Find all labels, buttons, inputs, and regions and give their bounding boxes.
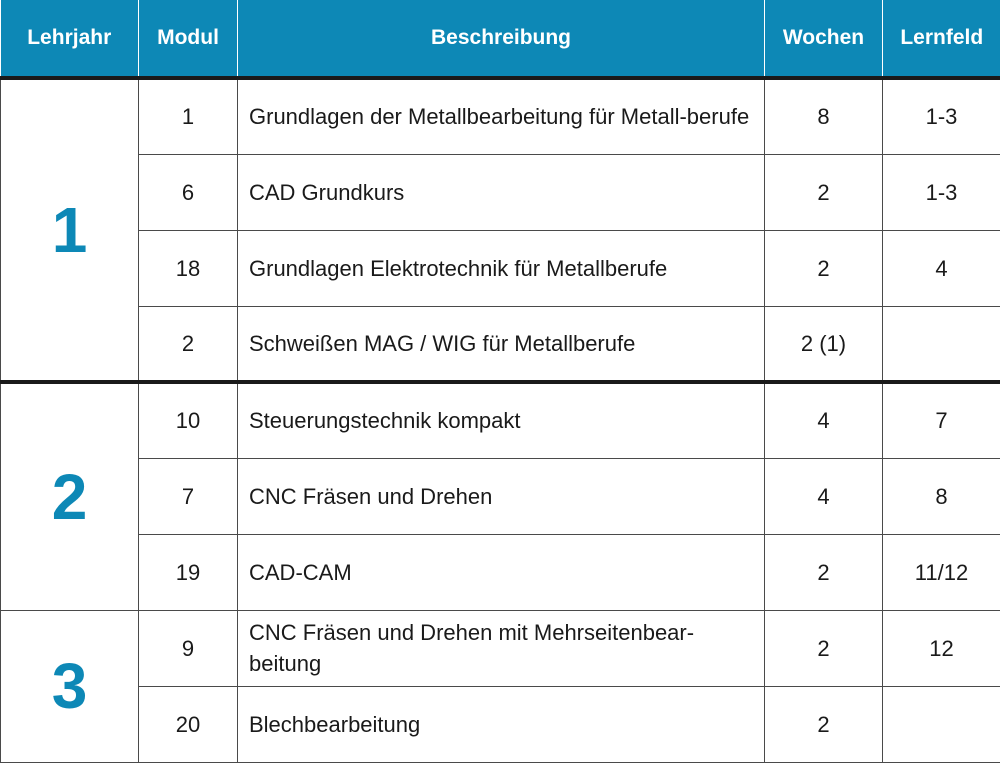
field-cell [883, 686, 1000, 762]
table-row [1, 686, 1000, 762]
table-body [1, 78, 1000, 762]
field-cell: 7 [883, 382, 1000, 458]
description-cell: Blechbearbeitung [238, 686, 765, 762]
weeks-cell: 8 [765, 78, 883, 154]
description-cell: CAD-CAM [238, 534, 765, 610]
description-cell: CNC Fräsen und Drehen [238, 458, 765, 534]
field-cell: 1-3 [883, 154, 1000, 230]
year-cell-1: 1 [1, 78, 139, 382]
weeks-cell: 2 [765, 154, 883, 230]
table-row [1, 534, 1000, 610]
module-cell: 7 [139, 458, 238, 534]
header-year: Lehrjahr [1, 0, 139, 78]
field-cell: 11/12 [883, 534, 1000, 610]
table-row [1, 78, 1000, 154]
header-module: Modul [139, 0, 238, 78]
module-cell: 9 [139, 610, 238, 686]
weeks-cell: 2 [765, 230, 883, 306]
table-header [1, 0, 1000, 78]
weeks-cell: 4 [765, 382, 883, 458]
table-row [1, 306, 1000, 382]
header-description: Beschreibung [238, 0, 765, 78]
description-cell: CAD Grundkurs [238, 154, 765, 230]
weeks-cell: 2 [765, 686, 883, 762]
weeks-cell: 4 [765, 458, 883, 534]
module-cell: 19 [139, 534, 238, 610]
weeks-cell: 2 (1) [765, 306, 883, 382]
description-cell: Steuerungstechnik kompakt [238, 382, 765, 458]
field-cell: 4 [883, 230, 1000, 306]
year-cell-2: 2 [1, 382, 139, 610]
table-row [1, 458, 1000, 534]
field-cell: 1-3 [883, 78, 1000, 154]
field-cell: 8 [883, 458, 1000, 534]
module-cell: 10 [139, 382, 238, 458]
table-row [1, 610, 1000, 686]
module-cell: 1 [139, 78, 238, 154]
weeks-cell: 2 [765, 534, 883, 610]
header-field: Lernfeld [883, 0, 1000, 78]
header-weeks: Wochen [765, 0, 883, 78]
description-cell: Grundlagen Elektrotechnik für Metallberufe [238, 230, 765, 306]
module-cell: 18 [139, 230, 238, 306]
module-cell: 6 [139, 154, 238, 230]
module-cell: 2 [139, 306, 238, 382]
module-cell: 20 [139, 686, 238, 762]
field-cell: 12 [883, 610, 1000, 686]
table-row [1, 382, 1000, 458]
field-cell [883, 306, 1000, 382]
description-cell: CNC Fräsen und Drehen mit Mehrseitenbear-beitung [238, 610, 765, 686]
description-cell: Grundlagen der Metallbearbeitung für Metall-berufe [238, 78, 765, 154]
table-row [1, 154, 1000, 230]
table-row [1, 230, 1000, 306]
weeks-cell: 2 [765, 610, 883, 686]
year-cell-3: 3 [1, 610, 139, 762]
description-cell: Schweißen MAG / WIG für Metallberufe [238, 306, 765, 382]
header-row [1, 0, 1000, 78]
